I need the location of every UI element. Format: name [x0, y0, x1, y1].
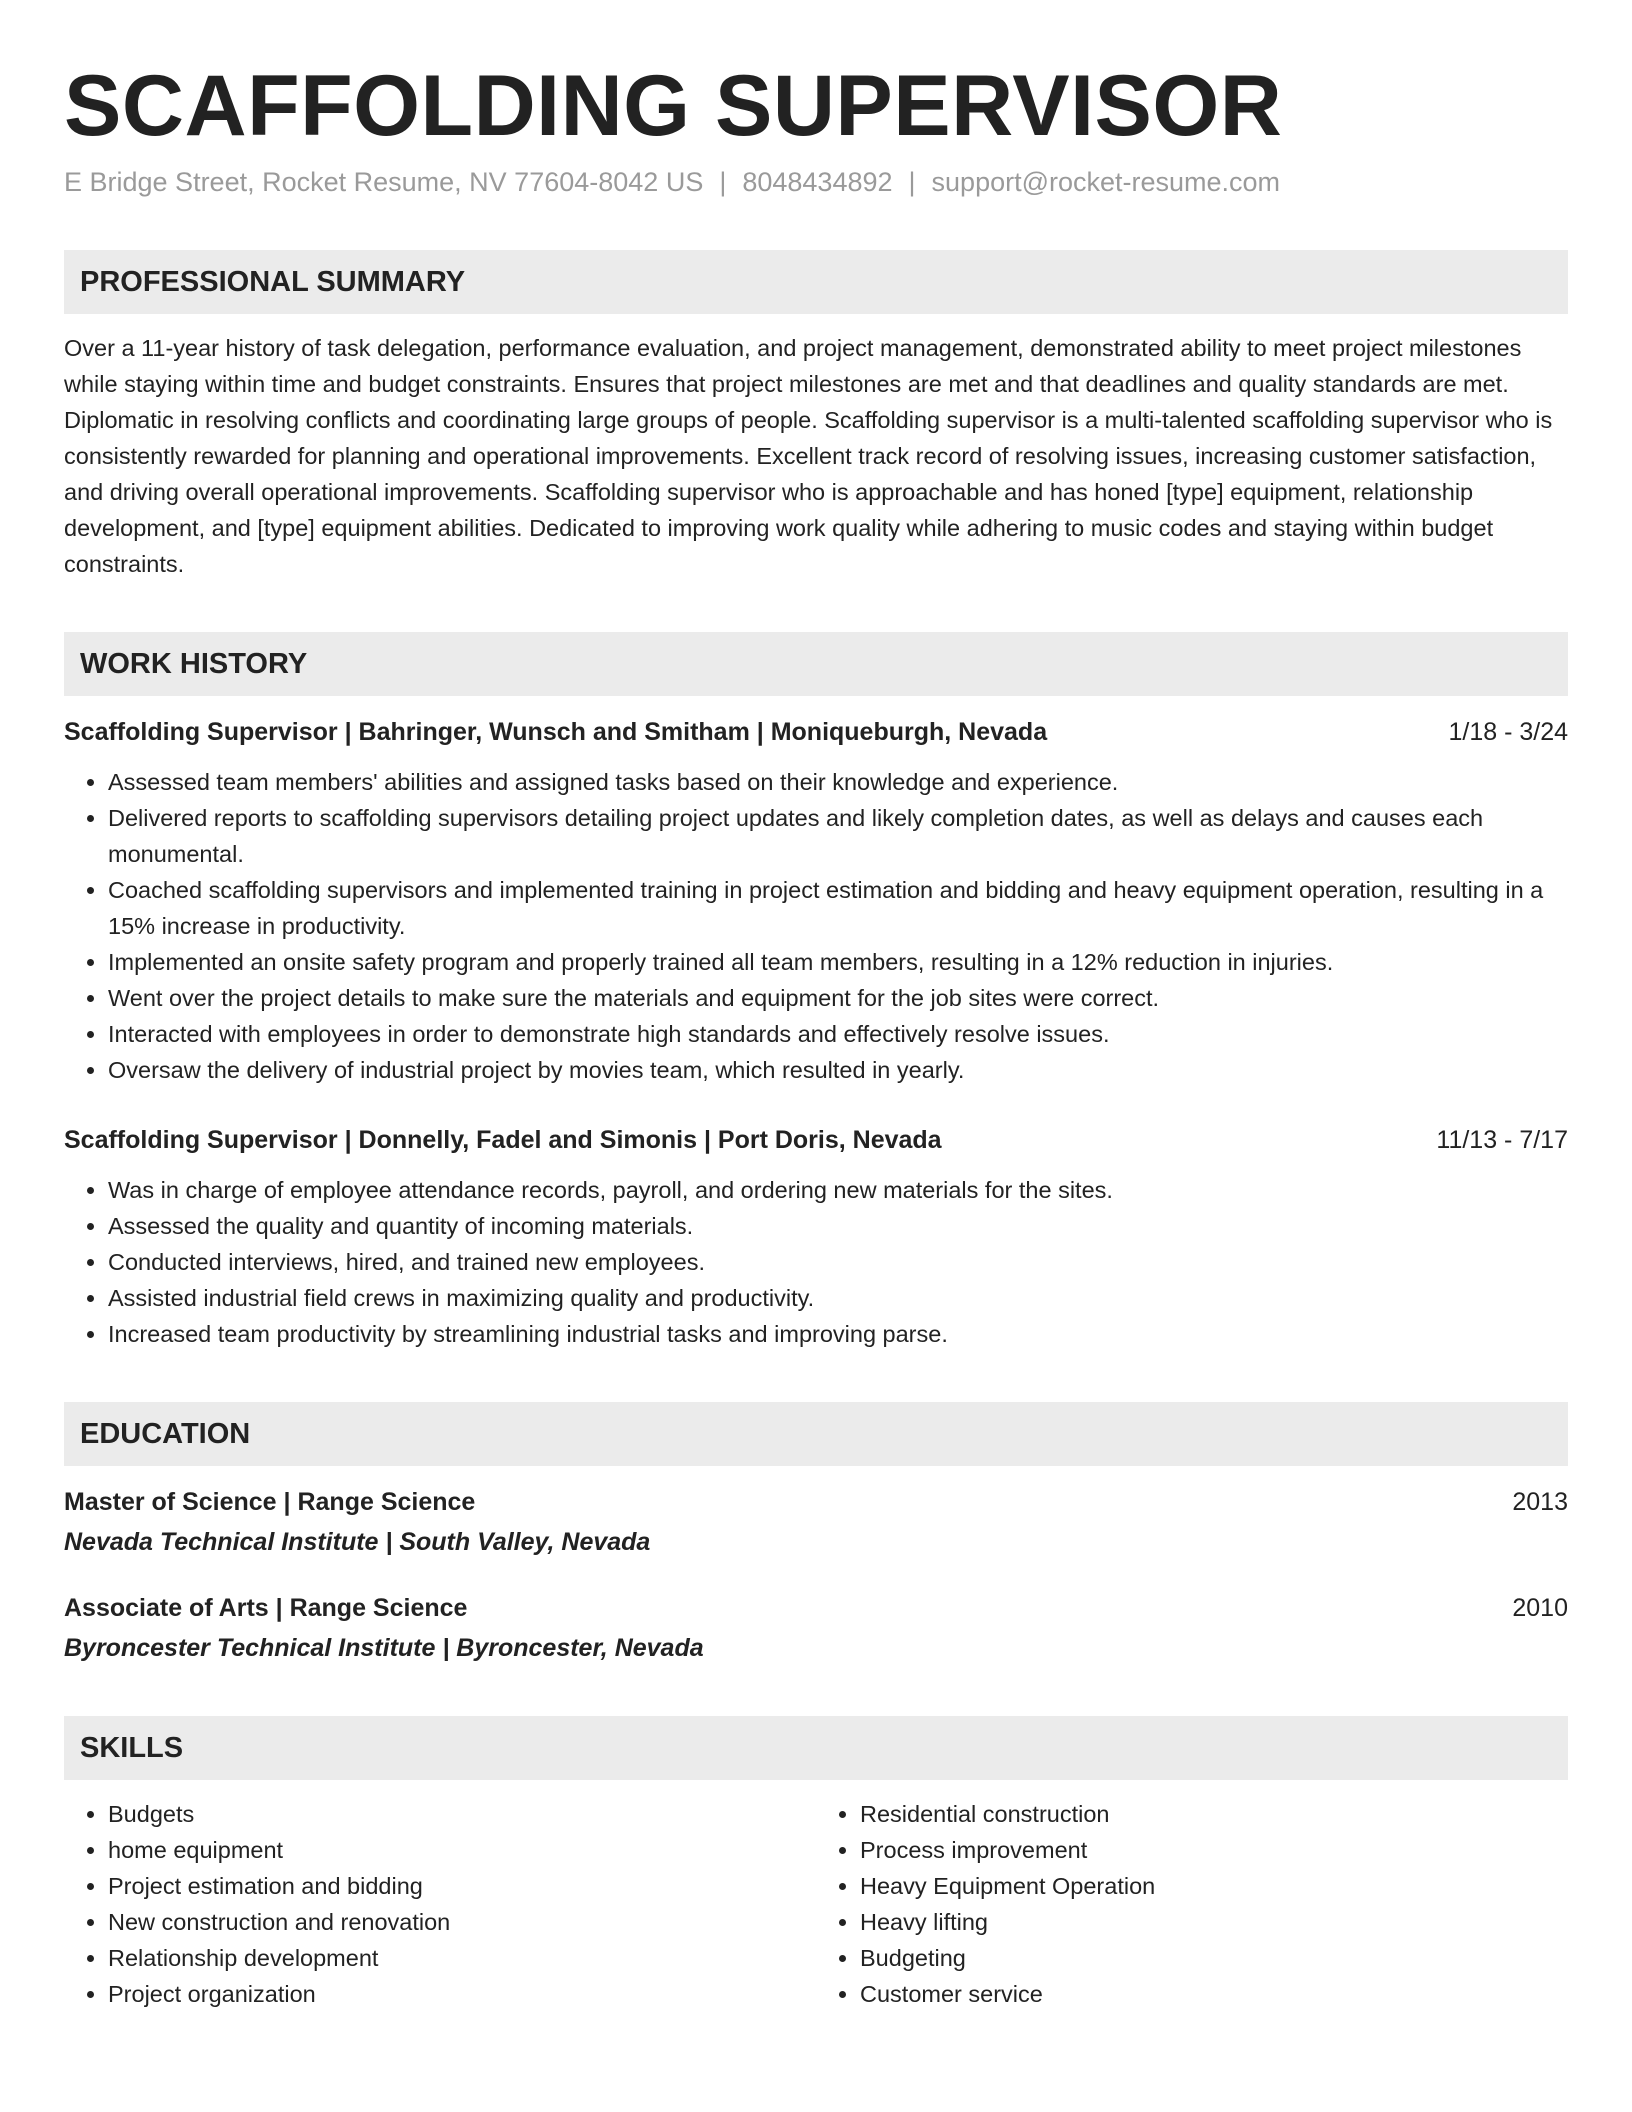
education-school: Nevada Technical Institute | South Valley, Nevada: [64, 1528, 651, 1556]
job-bullet: • Increased team productivity by streamlining industrial tasks and improving parse.: [108, 1316, 1568, 1352]
job-bullets: [64, 764, 1568, 1088]
contact-line: [64, 164, 1568, 200]
education-header: [64, 1590, 1568, 1626]
job-bullet: • Coached scaffolding supervisors and implemented training in project estimation and bidding and heavy equipment operation, resulting in a 15% increase in productivity.: [108, 872, 1568, 944]
job-bullet: • Interacted with employees in order to demonstrate high standards and effectively resolve issues.: [108, 1016, 1568, 1052]
section-header-education: EDUCATION: [64, 1402, 1568, 1466]
job-bullet: • Went over the project details to make sure the materials and equipment for the job sites were correct.: [108, 980, 1568, 1016]
job-title: Scaffolding Supervisor | Donnelly, Fadel and Simonis | Port Doris, Nevada: [64, 1126, 942, 1154]
job-bullet: • Assisted industrial field crews in maximizing quality and productivity.: [108, 1280, 1568, 1316]
skill-item: • Process improvement: [860, 1832, 1568, 1868]
skill-item: • Heavy Equipment Operation: [860, 1868, 1568, 1904]
education-header: [64, 1484, 1568, 1520]
job-entry: [64, 1122, 1568, 1352]
job-dates: 1/18 - 3/24: [1448, 718, 1568, 746]
candidate-name: SCAFFOLDING SUPERVISOR: [64, 58, 1283, 154]
job-bullet: • Was in charge of employee attendance records, payroll, and ordering new materials for the sites.: [108, 1172, 1568, 1208]
skill-item: • Project estimation and bidding: [108, 1868, 816, 1904]
skill-item: • Budgets: [108, 1796, 816, 1832]
contact-email: support@rocket-resume.com: [931, 167, 1281, 197]
job-header: [64, 1122, 1568, 1158]
education-year: 2010: [1512, 1594, 1568, 1622]
job-bullet: • Assessed team members' abilities and assigned tasks based on their knowledge and experience.: [108, 764, 1568, 800]
skill-item: • Residential construction: [860, 1796, 1568, 1832]
education-degree: Associate of Arts | Range Science: [64, 1594, 468, 1622]
section-header-work-history: WORK HISTORY: [64, 632, 1568, 696]
job-bullet: • Oversaw the delivery of industrial project by movies team, which resulted in yearly.: [108, 1052, 1568, 1088]
education-school: Byroncester Technical Institute | Byroncester, Nevada: [64, 1634, 704, 1662]
job-bullet: • Conducted interviews, hired, and trained new employees.: [108, 1244, 1568, 1280]
skills-column-right: [816, 1796, 1568, 2012]
contact-phone: 8048434892: [742, 167, 893, 197]
summary-text: Over a 11-year history of task delegation, performance evaluation, and project management, demonstrated ability to meet project milestones while staying within time and budget constraints. Ensures that project milestones are met and that deadlines and quality standards are met. Diplomatic in resolving conflicts and coordinating large groups of people. Scaffolding supervisor is a multi-talented scaffolding supervisor who is consistently rewarded for planning and operational improvements. Excellent track record of resolving issues, increasing customer satisfaction, and driving overall operational improvements. Scaffolding supervisor who is approachable and has honed [type] equipment, relationship development, and [type] equipment abilities. Dedicated to improving work quality while adhering to music codes and staying within budget constraints.: [64, 335, 1553, 577]
job-title: Scaffolding Supervisor | Bahringer, Wunsch and Smitham | Moniqueburgh, Nevada: [64, 718, 1048, 746]
skill-item: • Relationship development: [108, 1940, 816, 1976]
section-header-summary: PROFESSIONAL SUMMARY: [64, 250, 1568, 314]
contact-address: E Bridge Street, Rocket Resume, NV 77604-8042 US: [64, 167, 704, 197]
contact-separator: |: [908, 167, 916, 197]
job-dates: 11/13 - 7/17: [1436, 1126, 1568, 1154]
skill-item: • Budgeting: [860, 1940, 1568, 1976]
job-bullet: • Delivered reports to scaffolding supervisors detailing project updates and likely completion dates, as well as delays and causes each monumental.: [108, 800, 1568, 872]
skill-item: • home equipment: [108, 1832, 816, 1868]
skills-columns: [64, 1796, 1568, 2012]
contact-separator: |: [719, 167, 727, 197]
job-bullets: [64, 1172, 1568, 1352]
skill-item: • Heavy lifting: [860, 1904, 1568, 1940]
job-bullet: • Assessed the quality and quantity of incoming materials.: [108, 1208, 1568, 1244]
section-header-skills: SKILLS: [64, 1716, 1568, 1780]
skill-item: • Project organization: [108, 1976, 816, 2012]
education-entry: [64, 1590, 1568, 1666]
education-entry: [64, 1484, 1568, 1560]
education-year: 2013: [1512, 1488, 1568, 1516]
skills-column-left: [64, 1796, 816, 2012]
job-entry: [64, 714, 1568, 1088]
job-bullet: • Implemented an onsite safety program and properly trained all team members, resulting in a 12% reduction in injuries.: [108, 944, 1568, 980]
education-degree: Master of Science | Range Science: [64, 1488, 476, 1516]
job-header: [64, 714, 1568, 750]
skill-item: • Customer service: [860, 1976, 1568, 2012]
skill-item: • New construction and renovation: [108, 1904, 816, 1940]
